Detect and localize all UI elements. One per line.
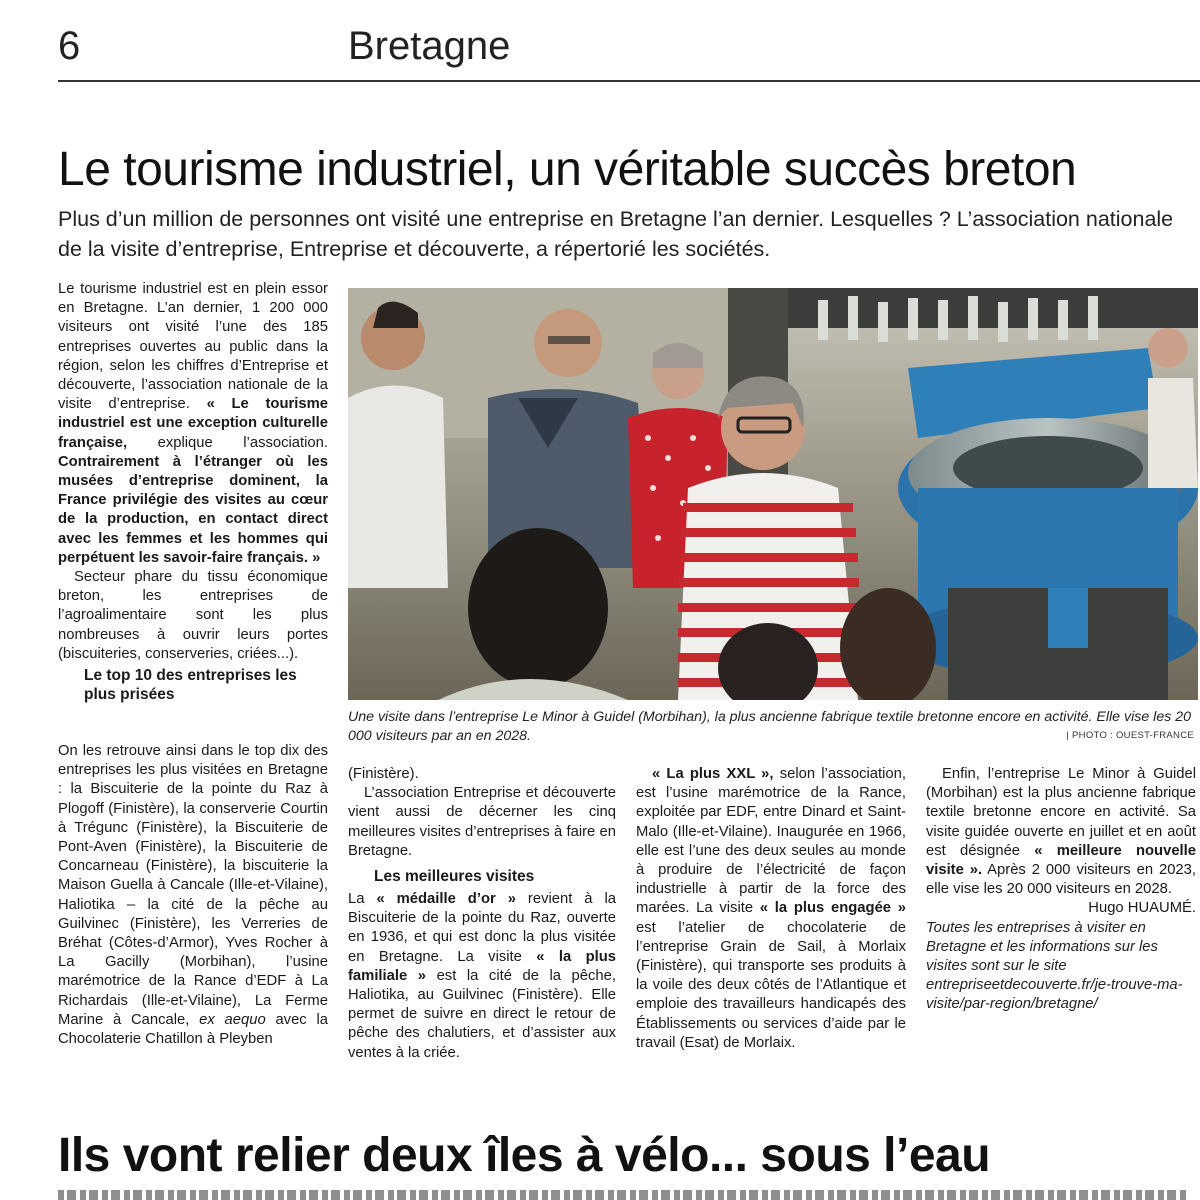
intro-text: Le tourisme industriel est en plein essor en Bretagne. L’an dernier, 1 200 000 visiteurs ont visité l’une des 185 entreprises ouvertes au public dans la région, selon les chiffres d’Entreprise et découverte, l’association nationale de la visite d’entreprise.	[58, 281, 328, 413]
column-3	[636, 765, 906, 1053]
article-standfirst: Plus d’un million de personnes ont visité une entreprise en Bretagne l’an dernier. Lesquelles ? L’association nationale de la visite d’entreprise, Entreprise et découverte, a répertorié les sociétés.	[58, 207, 1174, 261]
header-rule	[58, 80, 1200, 82]
best-text-7: Après 2 000 visiteurs en 2023, elle vise les 20 000 visiteurs en 2028.	[926, 862, 1196, 898]
best-text-6: Enfin, l’entreprise Le Minor à Guidel (Morbihan) est la plus ancienne fabrique textile bretonne encore en activité. Sa visite guidée ouverte en juillet et en août est désignée	[926, 766, 1196, 859]
factory-visit-illustration	[348, 288, 1198, 700]
le-minor-paragraph	[926, 765, 1196, 899]
xxl-label: « La plus XXL »,	[652, 766, 774, 782]
best-text-4: selon l’association, est l’usine marémotrice de la Rance, exploitée par EDF, entre Dinard et Saint-Malo (Ille-et-Vilaine). Inaugurée en 1966, elle est l’une des deux seules au monde à produire de l’électricité de façon industrielle à partir de la force des marées. La visite	[636, 766, 906, 917]
photo-caption: Une visite dans l’entreprise Le Minor à Guidel (Morbihan), la plus ancienne fabrique textile bretonne encore en activité. Elle vise les 20 000 visiteurs par an en 2028.	[348, 709, 1192, 744]
top10-ex-aequo: ex aequo	[199, 1011, 266, 1028]
best-text-1: La	[348, 891, 365, 908]
xxl-paragraph	[636, 765, 906, 1053]
column-1-upper	[58, 280, 328, 708]
article-photo	[348, 288, 1198, 700]
photo-credit: | PHOTO : OUEST-FRANCE	[1066, 730, 1194, 741]
column-2	[348, 765, 616, 1063]
column-1-lower	[58, 742, 328, 1049]
top10-text: On les retrouve ainsi dans le top dix des entreprises les plus visitées en Bretagne : la Biscuiterie de la pointe du Raz à Plogoff (Finistère), la conserverie Courtin à Trégunc (Finistère), la Biscuiterie de Pont-Aven (Finistère), la Biscuiterie de Concarneau (Finistère), la biscuiterie la Maison Guella à Cancale (Ille-et-Vilaine), Haliotika – la cité de la pêche au Guilvinec (Finistère), les Verreries de Bréhat (Côtes-d’Armor), Yves Rocher à La Gacilly (Morbihan), l’usine marémotrice de la Rance d’EDF à La Richardais (Ille-et-Vilaine), La Ferme Marine à Cancale,	[58, 743, 328, 1028]
best-visits-paragraph	[348, 890, 616, 1063]
best-text-3: est la cité de la pêche, Haliotika, au Guilvinec (Finistère). Elle permet de suivre en direct le retour de pêche des chalutiers, et d’assister aux ventes à la criée.	[348, 967, 616, 1061]
family-label: « la plus familiale »	[348, 948, 616, 984]
intro-quote-1: « Le tourisme industriel est une exception culturelle française,	[58, 396, 328, 451]
next-article-text-cutoff	[58, 1190, 1188, 1200]
info-note: Toutes les entreprises à visiter en Bretagne et les informations sur les visites sont sur le site entrepriseetdecouverte.fr/je-trouve-ma-visite/par-region/bretagne/	[926, 919, 1183, 1013]
agro-paragraph: Secteur phare du tissu économique breton, les entreprises de l’agroalimentaire sont les plus nombreuses à ouvrir leurs portes (biscuiteries, conserveries, criées...).	[58, 569, 328, 662]
top10-paragraph	[58, 742, 328, 1049]
page-number: 6	[58, 24, 81, 68]
section-name: Bretagne	[348, 24, 511, 68]
top10-text-end: avec la Chocolaterie Chatillon à Pleyben	[58, 1011, 328, 1048]
article-headline: Le tourisme industriel, un véritable succès breton	[58, 143, 1077, 196]
intro-paragraph	[58, 280, 328, 568]
author-signature: Hugo HUAUMÉ.	[1088, 900, 1196, 917]
new-visit-label: « meilleure nouvelle visite ».	[926, 842, 1196, 879]
awards-paragraph: L’association Entreprise et découverte vient aussi de décerner les cinq meilleures visites d’entreprises à faire en Bretagne.	[348, 785, 616, 859]
intro-quote-attribution: explique l’association.	[157, 434, 328, 451]
gold-medal-label: « médaille d’or »	[376, 891, 516, 908]
best-text-2: revient à la Biscuiterie de la pointe du Raz, ouverte en 1936, et qui est donc la plus visitée en Bretagne. La visite	[348, 891, 616, 965]
intro-quote-2: Contrairement à l’étranger où les musées d’entreprise dominent, la France privilégie des visites au cœur de la production, en contact direct avec les femmes et les hommes qui perpétuent les savoir-faire français. »	[58, 453, 328, 566]
engaged-label: « la plus engagée »	[759, 900, 906, 917]
top10-continuation: (Finistère).	[348, 766, 419, 782]
next-article-headline: Ils vont relier deux îles à vélo... sous l’eau	[58, 1129, 991, 1182]
best-text-5: est l’atelier de chocolaterie de l’entreprise Grain de Sail, à Morlaix (Finistère), qui transporte ses produits à la voile des deux côtés de l’Atlantique et emploie des travailleurs handicapés des Établissements ou services d’aide par le travail (Esat) de Morlaix.	[636, 919, 906, 1051]
subhead-best-visits: Les meilleures visites	[374, 868, 535, 886]
subhead-top10: Le top 10 des entreprises les plus prisées	[84, 667, 297, 704]
column-4	[926, 765, 1196, 1015]
